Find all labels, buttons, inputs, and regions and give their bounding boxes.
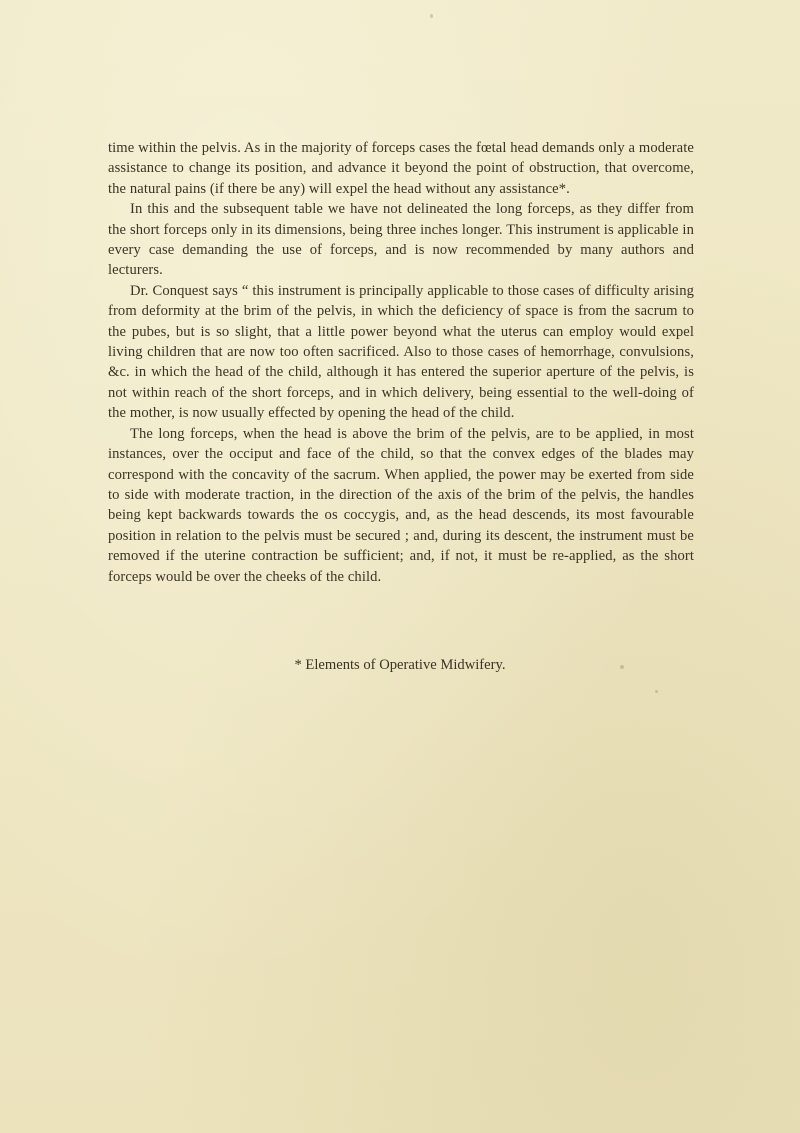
paper-speck bbox=[620, 665, 624, 669]
footnote: * Elements of Operative Midwifery. bbox=[294, 657, 506, 673]
paper-speck bbox=[655, 690, 658, 693]
paragraph-2: In this and the subsequent table we have not delineated the long forceps, as they differ from the short forceps only in its dimensions, being three inches longer. This instrument is applicable in every case demanding the use of forceps, and is now recommended by many authors and lecturers. bbox=[108, 201, 694, 279]
paragraph-4: The long forceps, when the head is above the brim of the pelvis, are to be applied, in most instances, over the occiput and face of the child, so that the convex edges of the blades may correspond with the concavity of the sacrum. When applied, the power may be exerted from side to side with moderate traction, in the direction of the axis of the brim of the pelvis, the handles being kept backwards towards the os coccygis, and, as the head descends, its most favourable position in relation to the pelvis must be secured ; and, during its descent, the instrument must be removed if the uterine contraction be sufficient; and, if not, it must be re-applied, as the short forceps would be over the cheeks of the child. bbox=[108, 425, 694, 585]
body-text bbox=[108, 138, 694, 587]
paper-speck bbox=[430, 14, 433, 18]
paragraph-3: Dr. Conquest says “ this instrument is principally applicable to those cases of difficulty arising from deformity at the brim of the pelvis, in which the deficiency of space is from the sacrum to the pubes, but is so slight, that a little power beyond what the uterus can employ would expel living children that are now too often sacrificed. Also to those cases of hemorrhage, convulsions, &c. in which the head of the child, although it has entered the superior aperture of the pelvis, is not within reach of the short forceps, and in which delivery, being essential to the well-doing of the mother, is now usually effected by opening the head of the child. bbox=[108, 282, 694, 422]
paragraph-1: time within the pelvis. As in the majority of forceps cases the fœtal head demands only a moderate assistance to change its position, and advance it beyond the point of obstruction, that overcome, the natural pains (if there be any) will expel the head without any assistance*. bbox=[108, 140, 694, 197]
